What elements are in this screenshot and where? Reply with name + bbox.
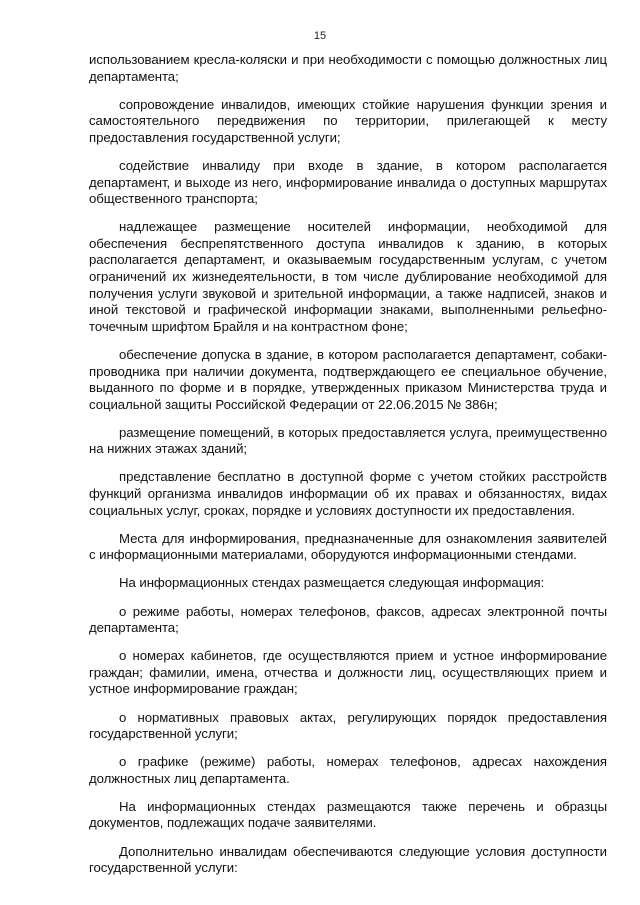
paragraph: На информационных стендах размещаются также перечень и образцы документов, подлежащих подаче заявителями. [89, 798, 607, 831]
paragraph: сопровождение инвалидов, имеющих стойкие нарушения функции зрения и самостоятельного передвижения по территории, прилегающей к месту предоставления государственной услуги; [89, 96, 607, 145]
paragraph: надлежащее размещение носителей информации, необходимой для обеспечения беспрепятственного доступа инвалидов к зданию, в которых располагается департамент, и оказываемым государственным услугам, с учетом ограничений их жизнедеятельности, в том числе дублирование необходимой для получения услуги звуковой и зрительной информации, а также надписей, знаков и иной текстовой и графической информации знаками, выполненными рельефно-точечным шрифтом Брайля и на контрастном фоне; [89, 219, 607, 334]
paragraph: содействие инвалиду при входе в здание, в котором располагается департамент, и выходе из него, информирование инвалида о доступных маршрутах общественного транспорта; [89, 157, 607, 207]
paragraph: о режиме работы, номерах телефонов, факсов, адресах электронной почты департамента; [89, 603, 607, 636]
paragraph: Места для информирования, предназначенные для ознакомления заявителей с информационными материалами, оборудуются информационными стендами. [89, 530, 607, 563]
paragraph: о нормативных правовых актах, регулирующих порядок предоставления государственной услуги; [89, 709, 607, 742]
paragraph: Дополнительно инвалидам обеспечиваются следующие условия доступности государственной услуги: [89, 843, 607, 876]
paragraph: использованием кресла-коляски и при необходимости с помощью должностных лиц департамента; [89, 52, 607, 84]
paragraph: На информационных стендах размещается следующая информация: [119, 575, 545, 591]
paragraph: обеспечение допуска в здание, в котором располагается департамент, собаки-проводника при наличии документа, подтверждающего ее специальное обучение, выданного по форме и в порядке, утвержденных приказом Министерства труда и социальной защиты Российской Федерации от 22.06.2015 № 386н; [89, 346, 607, 412]
page-number: 15 [313, 30, 327, 42]
paragraph: о графике (режиме) работы, номерах телефонов, адресах нахождения должностных лиц департамента. [89, 754, 607, 786]
paragraph: размещение помещений, в которых предоставляется услуга, преимущественно на нижних этажах зданий; [89, 424, 607, 457]
paragraph: о номерах кабинетов, где осуществляются прием и устное информирование граждан; фамилии, имена, отчества и должности лиц, осуществляющих прием и устное информирование граждан; [89, 648, 607, 697]
document-body [89, 52, 607, 888]
paragraph: представление бесплатно в доступной форме с учетом стойких расстройств функций организма инвалидов информации об их правах и обязанностях, видах социальных услуг, сроках, порядке и условиях доступности их предоставления. [89, 469, 607, 518]
